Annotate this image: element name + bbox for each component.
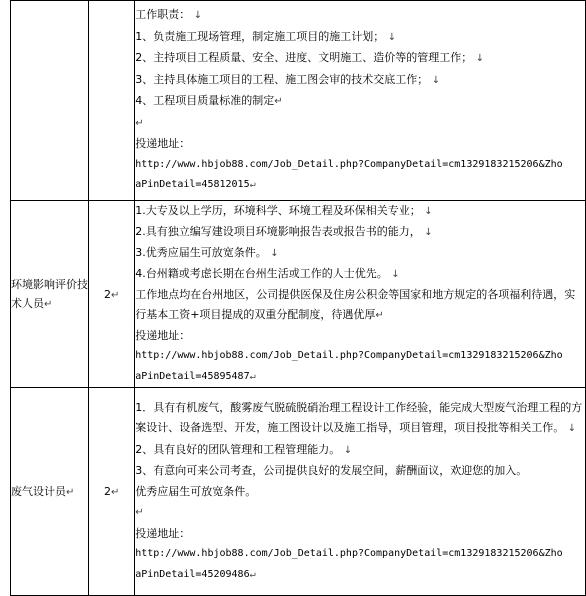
job-title-cell: 环境影响评价技术人员↵ xyxy=(11,201,89,388)
address-label: 投递地址： xyxy=(135,329,191,342)
table-row xyxy=(11,201,586,388)
job-title: 环境影响评价技术人员 xyxy=(11,277,88,310)
content-line: 4.台州籍或考虑长期在台州生活或工作的人士优先。 ↓ xyxy=(135,267,400,280)
delivery-url-continued[interactable]: aPinDetail=45812015↵ xyxy=(135,179,256,191)
delivery-url-continued[interactable]: aPinDetail=45895487↵ xyxy=(135,370,256,382)
job-title-cell: 废气设计员↵ xyxy=(11,388,89,596)
content-line: 3.优秀应届生可放宽条件。 ↓ xyxy=(135,246,279,259)
empty-line: ↵ xyxy=(135,507,144,519)
delivery-url[interactable]: http://www.hbjob88.com/Job_Detail.php?CompanyDetail=cm1329183215206&Zho xyxy=(135,350,563,361)
content-line: 3、主持具体施工项目的工程、施工图会审的技术交底工作； ↓ xyxy=(135,72,441,86)
content-line: 2、具有良好的团队管理和工程管理能力。 ↓ xyxy=(135,442,353,456)
content-line: 1、负责施工现场管理，制定施工项目的施工计划； ↓ xyxy=(135,29,397,43)
headcount-cell: 2↵ xyxy=(89,201,135,388)
job-content-cell xyxy=(135,388,586,596)
job-listing-table xyxy=(10,0,586,596)
headcount: 2 xyxy=(103,485,111,498)
content-line: 1.大专及以上学历，环境科学、环境工程及环保相关专业； ↓ xyxy=(135,204,433,217)
delivery-url[interactable]: http://www.hbjob88.com/Job_Detail.php?CompanyDetail=cm1329183215206&Zho xyxy=(135,548,563,560)
job-title: 废气设计员 xyxy=(11,484,66,498)
benefits-paragraph: 工作地点均在台州地区，公司提供医保及住房公积金等国家和地方规定的各项福利待遇，实行基本工资+项目提成的双重分配制度，待遇优厚↵ xyxy=(135,288,576,321)
address-label: 投递地址： xyxy=(135,137,191,151)
job-title-cell xyxy=(11,1,89,201)
content-line: 2.具有独立编写建设项目环境影响报告表或报告书的能力， ↓ xyxy=(135,225,433,238)
job-content-cell xyxy=(135,1,586,201)
content-line: 2、主持项目工程质量、安全、进度、文明施工、造价等的管理工作； ↓ xyxy=(135,51,485,65)
headcount-cell xyxy=(89,1,135,201)
headcount-cell: 2↵ xyxy=(89,388,135,596)
table-row xyxy=(11,388,586,596)
empty-line: ↵ xyxy=(135,117,144,129)
table-row xyxy=(11,1,586,201)
content-line: 工作职责： ↓ xyxy=(135,8,203,22)
content-line: 3、有意向可来公司考查，公司提供良好的发展空间，薪酬面议，欢迎您的加入。 xyxy=(135,464,528,478)
content-line: 优秀应届生可放宽条件。 xyxy=(135,484,257,498)
delivery-url-continued[interactable]: aPinDetail=45209486↵ xyxy=(135,568,256,580)
experience-paragraph: 1．具有有机废气，酸雾废气脱硫脱硝治理工程设计工作经验，能完成大型废气治理工程的方案设计、设备选型、开发，施工图设计以及施工指导，项目管理，项目投批等相关工作。 ↓ xyxy=(135,400,583,435)
address-label: 投递地址： xyxy=(135,526,191,540)
content-line: 4、工程项目质量标准的制定↵ xyxy=(135,94,283,108)
delivery-url[interactable]: http://www.hbjob88.com/Job_Detail.php?CompanyDetail=cm1329183215206&Zho xyxy=(135,158,563,170)
headcount: 2 xyxy=(103,287,111,301)
job-content-cell xyxy=(135,201,586,388)
